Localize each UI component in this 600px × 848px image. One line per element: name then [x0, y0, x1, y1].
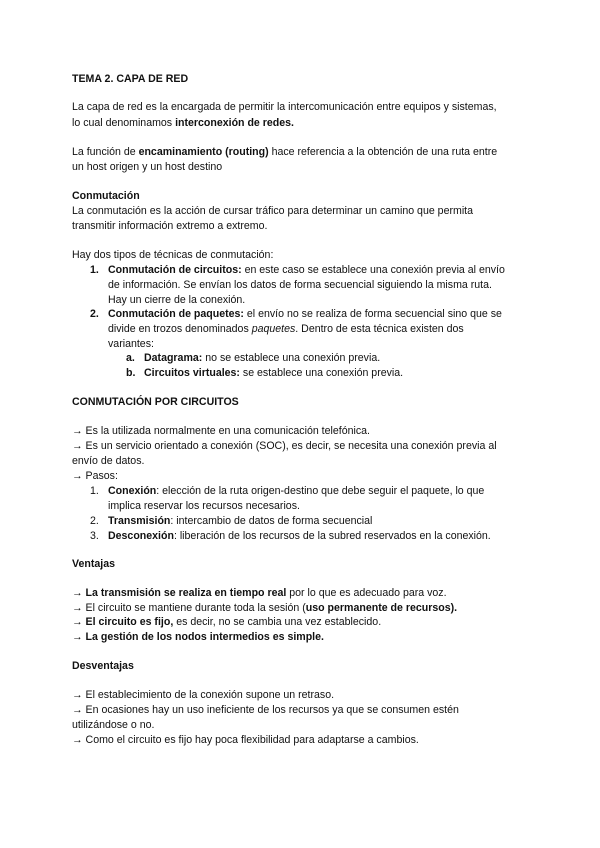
- document-page: TEMA 2. CAPA DE RED La capa de red es la encargada de permitir la intercomunicación entre equipos y sistemas, lo cual denominamos interconexión de redes. La función de encaminamiento (routing) hace referencia a la obtención de una ruta entre un host origen y un host destino Conmutación La conmutación es la acción de cursar tráfico para determinar un camino que permita transmitir información extremo a extremo. Hay dos tipos de técnicas de conmutación: 1. Conmutación de circuitos: en este caso se establece una conexión previa al envío de información. Se envían los datos de forma secuencial siguiendo la misma ruta. Hay un cierre de la conexión. 2. Conmutación de paquetes: el envío no se realiza de forma secuencial sino que se divide en trozos denominados paquetes. Dentro de esta técnica existen dos variantes: a. Datagrama: no se establece una conexión previa. b. Circuitos virtuales: se establece una conexión previa. CONMUTACIÓN POR CIRCUITOS → Es la utilizada normalmente en una comunicación telefónica. → Es un servicio orientado a conexión (SOC), es decir, se necesita una conexión previa al envío de datos. → Pasos: 1. Conexión: elección de la ruta origen-destino que debe seguir el paquete, lo que implica reservar los recursos necesarios. 2. Transmisión: intercambio de datos de forma secuencial 3. Desconexión: liberación de los recursos de la subred reservados en la conexión. Ventajas → La transmisión se realiza en tiempo real por lo que es adecuado para voz. → El circuito se mantiene durante toda la sesión (uso permanente de recursos). → El circuito es fijo, es decir, no se cambia una vez establecido. → La gestión de los nodos intermedios es simple. Desventajas → El establecimiento de la conexión supone un retraso. → En ocasiones hay un uso ineficiente de los recursos ya que se consumen estén utilizándose o no. → Como el circuito es fijo hay poca flexibilidad para adaptarse a cambios.: [72, 73, 505, 746]
- conmutacion-line-2: transmitir información extremo a extremo.: [72, 220, 268, 232]
- list-number: 1.: [90, 264, 99, 276]
- tipos-intro: Hay dos tipos de técnicas de conmutación:: [72, 249, 274, 261]
- circuitos-arrow-2a: → Es un servicio orientado a conexión (SOC), es decir, se necesita una conexión previa al: [72, 440, 497, 452]
- ventaja-1: → La transmisión se realiza en tiempo real por lo que es adecuado para voz.: [72, 587, 447, 599]
- sub-letter: b.: [126, 367, 136, 379]
- desventaja-2b: utilizándose o no.: [72, 719, 155, 731]
- circuitos-arrow-3: → Pasos:: [72, 470, 118, 482]
- routing-line-2: un host origen y un host destino: [72, 161, 223, 173]
- desventaja-2a: → En ocasiones hay un uso ineficiente de los recursos ya que se consumen estén: [72, 704, 459, 716]
- circuitos-arrow-1: → Es la utilizada normalmente en una comunicación telefónica.: [72, 425, 370, 437]
- sub-letter: a.: [126, 352, 135, 364]
- ventaja-4: → La gestión de los nodos intermedios es simple.: [72, 631, 324, 643]
- intro-line-1: La capa de red es la encargada de permitir la intercomunicación entre equipos y sistemas,: [72, 101, 497, 113]
- intro-line-2: lo cual denominamos interconexión de redes.: [72, 117, 294, 129]
- conmutacion-line-1: La conmutación es la acción de cursar tráfico para determinar un camino que permita: [72, 205, 474, 217]
- circuitos-arrow-2b: envío de datos.: [72, 455, 145, 467]
- desventaja-1: → El establecimiento de la conexión supone un retraso.: [72, 689, 335, 701]
- desventaja-3: → Como el circuito es fijo hay poca flexibilidad para adaptarse a cambios.: [72, 734, 419, 746]
- section-heading-conmutacion: Conmutación: [72, 190, 140, 202]
- section-heading-desventajas: Desventajas: [72, 660, 134, 672]
- routing-line-1: La función de encaminamiento (routing) hace referencia a la obtención de una ruta entre: [72, 146, 498, 158]
- section-heading-circuitos: CONMUTACIÓN POR CIRCUITOS: [72, 396, 239, 408]
- ventaja-3: → El circuito es fijo, es decir, no se cambia una vez establecido.: [72, 616, 382, 628]
- ventaja-2: → El circuito se mantiene durante toda la sesión (uso permanente de recursos).: [72, 602, 458, 614]
- page-title: TEMA 2. CAPA DE RED: [72, 73, 189, 85]
- list-number: 2.: [90, 308, 99, 320]
- section-heading-ventajas: Ventajas: [72, 558, 115, 570]
